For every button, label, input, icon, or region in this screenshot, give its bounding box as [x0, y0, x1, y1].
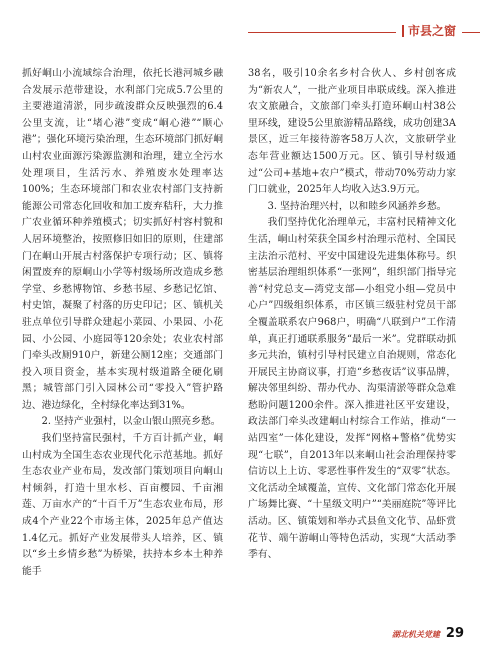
paragraph: 我们坚持富民强村，千方百计抓产业，峒山村成为全国生态农业现代化示范基地。抓好生态农业产业布局，发改部门策划项目向峒山村倾斜，打造十里水杉、百亩樱园、千亩湘莲、万亩水产的“十百千万”生态农业布局，形成4个产业22个市场主体，2025年总产值达1.4亿元。抓好产业发展带头人培养，区、镇以“乡土乡情乡愁”为桥梁，扶持本乡本土种养能手: [22, 433, 223, 577]
section-tag-bar: [402, 25, 404, 37]
paragraph: 38名，吸引10余名乡村合伙人、乡村创客成为“新农人”，一批产业项目串联成线。深入推进农文旅融合，文旅部门牵头打造环峒山村38公里环线，建设5公里旅游精品路线，成功创建3A景区，近三年接待游客58万人次，文旅研学业态年营业额达1500万元。区、镇引导村级通过“公司+基地+农户”模式，带动70%劳动力家门口就业，2025年人均收入达3.9万元。: [248, 68, 456, 196]
publication-logo: 湖北机关党建: [391, 630, 440, 639]
page-footer: [392, 626, 464, 641]
section-tag: [396, 22, 462, 39]
page-number: 29: [445, 626, 464, 641]
section-heading: 3. 坚持治理兴村，以和睦乡风涵养乡愁。: [267, 200, 447, 212]
section-title: 市县之窗: [407, 24, 456, 38]
paragraph: 我们坚持优化治理单元，丰富村民精神文化生活，峒山村荣获全国乡村治理示范村、全国民主法治示范村、平安中国建设先进集体称号。织密基层治理组织体系“一张网”，组织部门指导完善“村党总支—湾党支部—小组党小组—党员中心户”四级组织体系，市区镇三级驻村党员干部全覆盖联系农户968户，明确“八联到户”工作清单，真正打通联系服务“最后一米”。党群联动抓多元共治，镇村引导村民建立自治规则，常态化开展民主协商议事，打造“乡愁夜话”议事品牌，解决邻里纠纷、帮办代办、沟渠清淤等群众急难愁盼问题1200余件。深入推进社区平安建设，政法部门牵头改建峒山村综合工作站，推动“一站四室”一体化建设，发挥“网格+警格”优势实现“七联”，自2013年以来峒山社会治理保持零信访以上上访、零恶性事件发生的“双零”状态。文化活动全域覆盖，宣传、文化部门常态化开展广场舞比赛、“十星级文明户”“美丽庭院”等评比活动。区、镇策划和举办式县鱼文化节、品虾赏花节、端午游峒山等特色活动，实现“大活动季季有、: [248, 217, 456, 561]
section-heading: 2. 坚持产业强村，以金山银山照亮乡愁。: [41, 416, 221, 428]
left-column: [22, 66, 223, 580]
right-column: [248, 66, 456, 564]
paragraph: 抓好峒山小流域综合治理，依托长港河城乡融合发展示范带建设，水利部门完成5.7公里的主要港道清淤，同步疏浚群众反映强烈的6.4公里支流，让“堵心港”变成“峒心港”“顺心港”；强化环境污染治理，生态环境部门抓好峒山村农业面源污染源监测和治理，建立全污水处理项目，生活污水、养殖废水处理率达100%；生态环境部门和农业农村部门支持新能源公司常态化回收和加工废弃秸秆，大力推广农业循环种养殖模式；切实抓好村容村貌和人居环境整治，按照修旧如旧的原则，住建部门在峒山开展古村落保护专项行动；区、镇将闲置废弃的原峒山小学等村级场所改造成乡愁学堂、乡愁博物馆、乡愁书屋、乡愁记忆馆、村史馆，凝聚了村落的历史印记；区、镇机关驻点单位引导群众建起小菜园、小果园、小花园、小公园、小庭园等120余处；农业农村部门牵头改厕910户，新建公厕12座；交通部门投入项目资金，基本实现村级道路全硬化刷黑；城管部门引入园林公司“零投入”管护路边、港边绿化，全村绿化率达到31%。: [22, 68, 223, 411]
